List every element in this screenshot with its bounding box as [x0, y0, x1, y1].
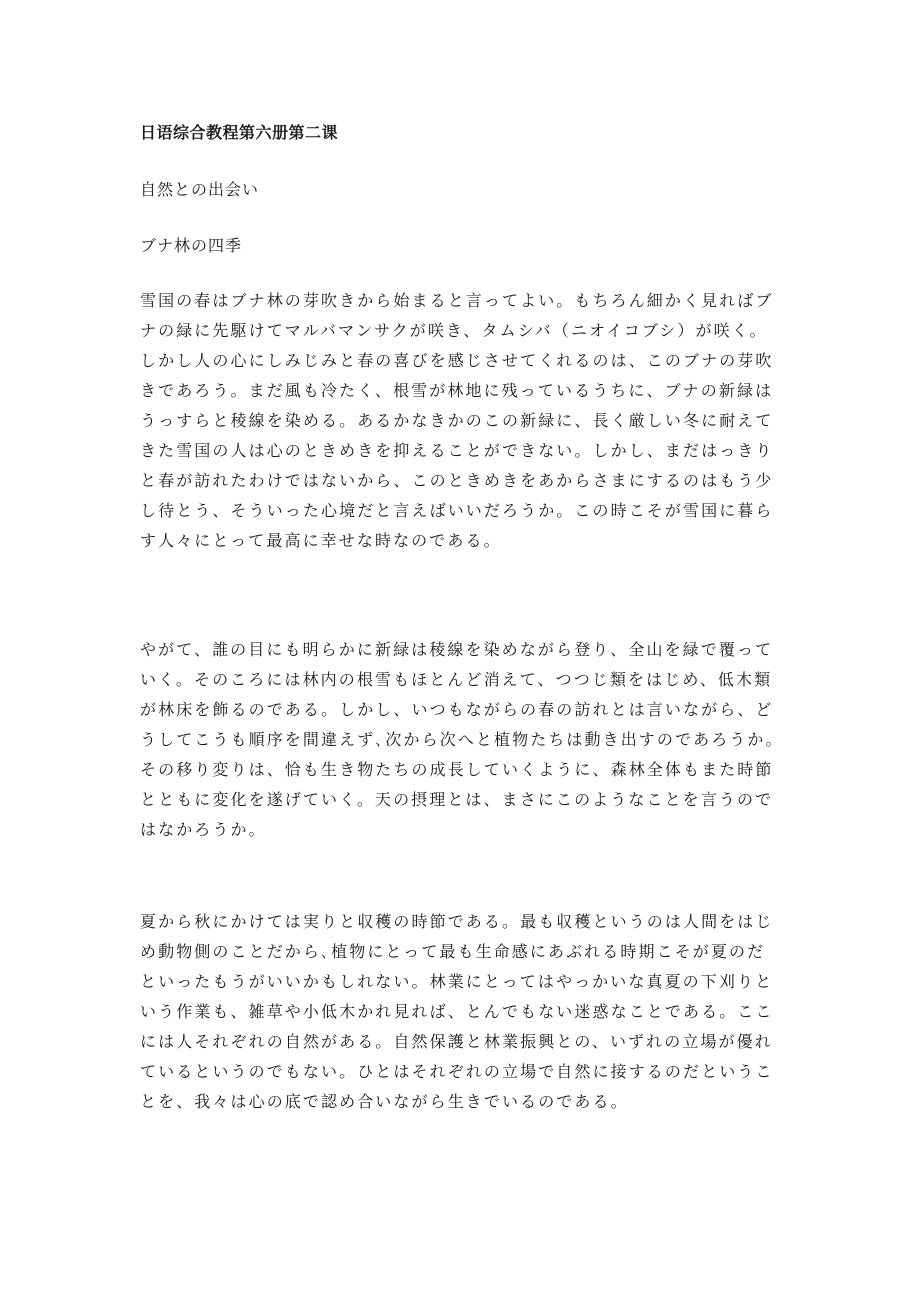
paragraph-3: [140, 912, 790, 1122]
section-subtitle: ブナ林の四季: [140, 236, 243, 255]
paragraph-line: その移り変りは、恰も生き物たちの成長していくように、森林全体もまた時節: [140, 760, 774, 779]
paragraph-line: しかし人の心にしみじみと春の喜びを感じさせてくれるのは、このブナの芽吹: [140, 351, 774, 370]
paragraph-line: うっすらと稜線を染める。あるかなきかのこの新緑に、長く厳しい冬に耐えて: [140, 411, 774, 430]
paragraph-line: め動物側のことだから､植物にとって最も生命感にあぶれる時期こそが夏のだ: [140, 942, 766, 961]
paragraph-line: きであろう。まだ風も冷たく、根雪が林地に残っているうちに、ブナの新緑は: [140, 381, 774, 400]
paragraph-line: ナの緑に先駆けてマルバマンサクが咲き、タムシバ（ニオイコブシ）が咲く。: [140, 321, 768, 340]
paragraph-line: ているというのでもない。ひとはそれぞれの立場で自然に接するのだというこ: [140, 1062, 774, 1081]
paragraph-line: いう作業も、雑草や小低木かれ見れば、とんでもない迷惑なことである。ここ: [140, 1002, 774, 1021]
paragraph-line: 夏から秋にかけては実りと収穫の時節である。最も収穫というのは人間をはじ: [140, 912, 774, 931]
paragraph-2: [140, 640, 790, 850]
paragraph-line: きた雪国の人は心のときめきを抑えることができない。しかし、まだはっきり: [140, 441, 774, 460]
paragraph-line: とともに変化を遂げていく。天の摂理とは、まさにこのようなことを言うので: [140, 790, 774, 809]
paragraph-line: といったもうがいいかもしれない。林業にとってはやっかいな真夏の下刈りと: [140, 972, 774, 991]
paragraph-1: [140, 291, 790, 561]
paragraph-line: とを、我々は心の底で認め合いながら生きでいるのである。: [140, 1092, 629, 1111]
paragraph-line: はなかろうか。: [140, 820, 267, 839]
document-title: 日语综合教程第六册第二课: [140, 123, 339, 142]
paragraph-line: やがて、誰の目にも明らかに新緑は稜線を染めながら登り、全山を緑で覆って: [140, 640, 774, 659]
paragraph-line: 雪国の春はブナ林の芽吹きから始まると言ってよい。もちろん細かく見ればブ: [140, 291, 774, 310]
section-title: 自然との出会い: [140, 180, 260, 199]
paragraph-line: には人それぞれの自然がある。自然保護と林業振興との、いずれの立場が優れ: [140, 1032, 773, 1051]
paragraph-line: いく。そのころには林内の根雪もほとんど消えて、つつじ類をはじめ、低木類: [140, 670, 773, 689]
paragraph-line: し待とう、そういった心境だと言えばいいだろうか。この時こそが雪国に暮ら: [140, 501, 774, 520]
paragraph-line: と春が訪れたわけではないから、このときめきをあからさまにするのはもう少: [140, 471, 774, 490]
paragraph-line: が林床を飾るのである。しかし、いつもながらの春の訪れとは言いながら、ど: [140, 700, 774, 719]
paragraph-line: うしてこうも順序を間違えず､次から次へと植物たちは動き出すのであろうか。: [140, 730, 784, 749]
paragraph-line: す人々にとって最高に幸せな時なのである。: [140, 531, 502, 550]
